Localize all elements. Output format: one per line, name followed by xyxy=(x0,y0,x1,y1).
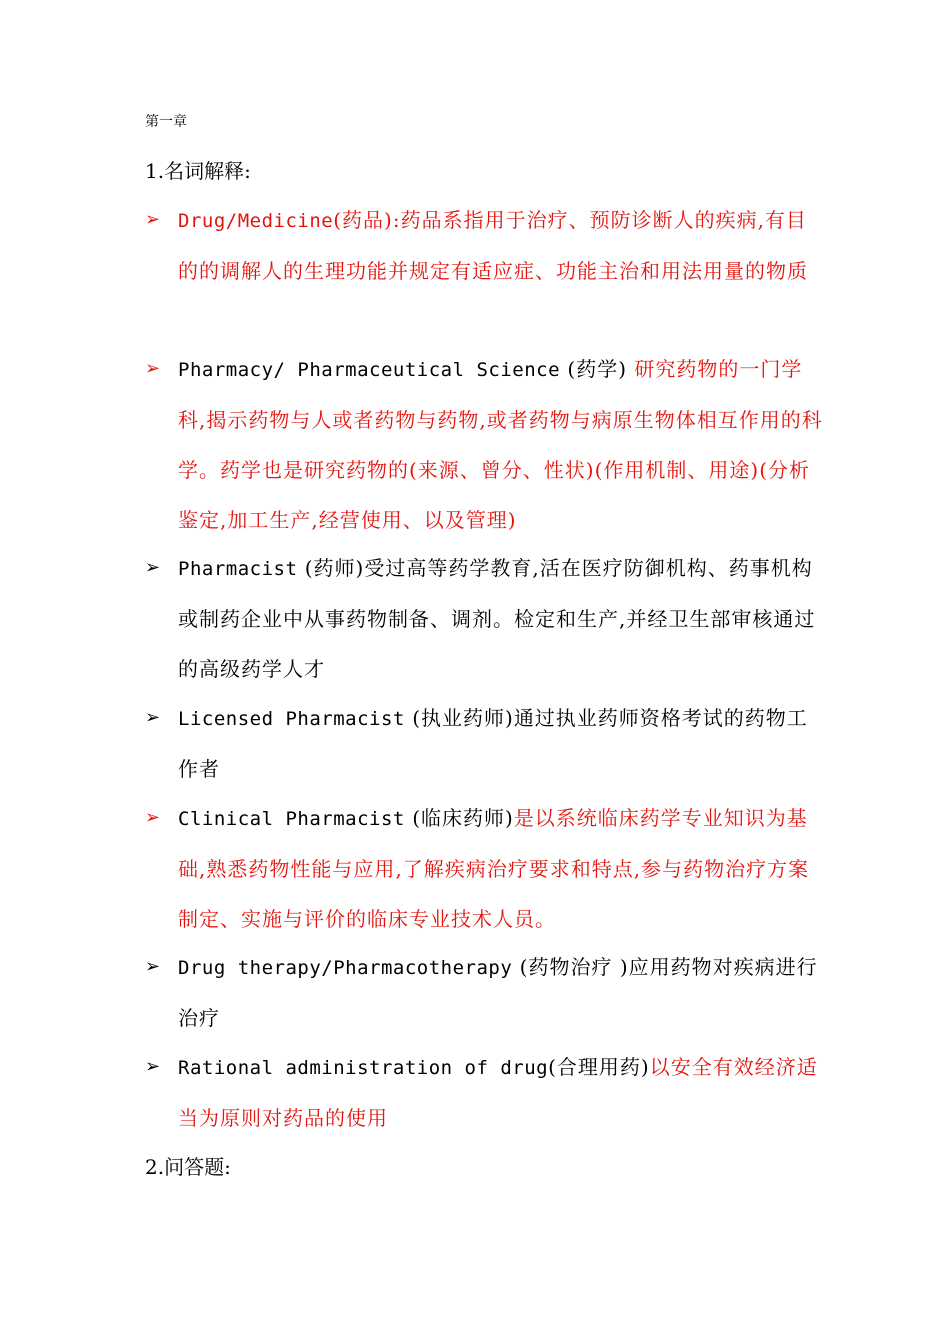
arrow-bullet-icon: ➢ xyxy=(145,956,161,977)
arrow-bullet-icon: ➢ xyxy=(145,807,161,828)
term-english: Drug/Medicine xyxy=(178,210,334,232)
term-chinese: (执业药师) xyxy=(404,706,514,730)
term-english: Pharmacist xyxy=(178,558,298,580)
term-english: Pharmacy/ Pharmaceutical Science xyxy=(178,359,561,381)
term-definition: 是以系统临床药学专业知识为基础,熟悉药物性能与应用,了解疾病治疗要求和特点,参与药物治疗方案制定、实施与评价的临床专业技术人员。 xyxy=(178,806,810,931)
term-definition: 以安全有效经济适当为原则对药品的使用 xyxy=(178,1055,818,1130)
term-chinese: (合理用药) xyxy=(548,1055,650,1079)
section-title-questions: 2.问答题: xyxy=(145,1155,231,1179)
definition-item xyxy=(145,344,825,545)
arrow-bullet-icon: ➢ xyxy=(145,358,161,379)
term-definition: 受过高等药学教育,活在医疗防御机构、药事机构或制药企业中从事药物制备、调剂。检定和生产,并经卫生部审核通过的高级药学人才 xyxy=(178,556,816,681)
definition-item xyxy=(145,942,825,1043)
definition-item xyxy=(145,793,825,944)
term-chinese: (药物治疗 ) xyxy=(512,955,629,979)
arrow-bullet-icon: ➢ xyxy=(145,557,161,578)
term-english: Licensed Pharmacist xyxy=(178,708,405,730)
term-definition: 通过执业药师资格考试的药物工作者 xyxy=(178,706,808,781)
definition-item xyxy=(145,693,825,794)
term-definition: :药品系指用于治疗、预防诊断人的疾病,有目的的调解人的生理功能并规定有适应症、功能主治和用法用量的物质 xyxy=(178,208,808,283)
arrow-bullet-icon: ➢ xyxy=(145,1056,161,1077)
term-chinese: (药学) xyxy=(560,357,628,381)
chapter-label: 第一章 xyxy=(145,114,187,130)
term-definition: 应用药物对疾病进行治疗 xyxy=(178,955,818,1030)
term-chinese: (药师) xyxy=(297,556,365,580)
term-english: Drug therapy/Pharmacotherapy xyxy=(178,957,513,979)
term-definition: 研究药物的一门学科,揭示药物与人或者药物与药物,或者药物与病原生物体相互作用的科学。药学也是研究药物的(来源、曾分、性状)(作用机制、用途)(分析鉴定,加工生产,经营使用、以及管理) xyxy=(178,357,823,532)
term-english: Clinical Pharmacist xyxy=(178,808,405,830)
section-title-definitions: 1.名词解释: xyxy=(145,159,251,183)
term-chinese: (临床药师) xyxy=(404,806,514,830)
term-chinese: (药品) xyxy=(333,208,393,232)
term-english: Rational administration of drug xyxy=(178,1057,549,1079)
definition-item xyxy=(145,543,825,694)
arrow-bullet-icon: ➢ xyxy=(145,707,161,728)
arrow-bullet-icon: ➢ xyxy=(145,209,161,230)
definition-item xyxy=(145,195,825,296)
definition-item xyxy=(145,1042,825,1143)
